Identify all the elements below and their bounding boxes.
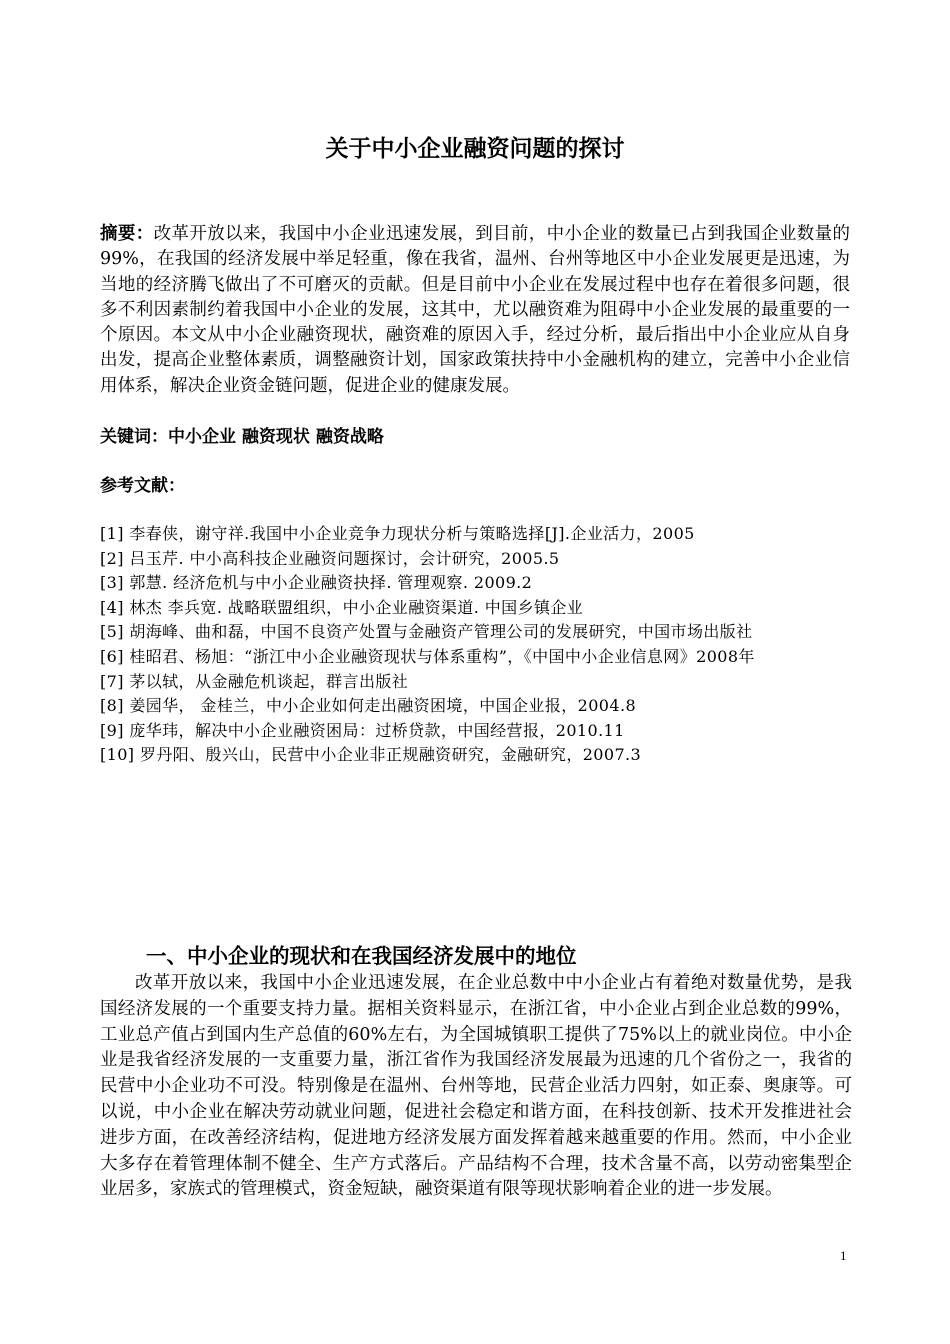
reference-item: [10] 罗丹阳、殷兴山，民营中小企业非正规融资研究，金融研究，2007.3 (100, 745, 642, 765)
page-number: 1 (840, 1248, 847, 1263)
abstract-paragraph (100, 222, 850, 399)
reference-item: [2] 吕玉芹. 中小高科技企业融资问题探讨，会计研究，2005.5 (100, 548, 560, 568)
abstract-label: 摘要： (100, 224, 154, 244)
reference-item: [6] 桂昭君、杨旭：“浙江中小企业融资现状与体系重构”，《中国中小企业信息网》2008年 (100, 646, 755, 666)
section-heading: 一、中小企业的现状和在我国经济发展中的地位 (146, 944, 577, 968)
references-heading: 参考文献： (100, 476, 185, 496)
reference-item: [8] 姜园华， 金桂兰，中小企业如何走出融资困境，中国企业报，2004.8 (100, 696, 637, 716)
reference-item: [9] 庞华玮，解决中小企业融资困局：过桥贷款，中国经营报，2010.11 (100, 720, 625, 740)
reference-item: [5] 胡海峰、曲和磊，中国不良资产处置与金融资产管理公司的发展研究，中国市场出版社 (100, 622, 753, 642)
reference-item: [1] 李春侠，谢守祥.我国中小企业竞争力现状分析与策略选择[J].企业活力，2005 (100, 524, 695, 543)
reference-list (100, 522, 870, 768)
keywords-line: 关键词：中小企业 融资现状 融资战略 (100, 427, 384, 447)
abstract-text: 改革开放以来，我国中小企业迅速发展，到目前，中小企业的数量已占到我国企业数量的99%，在我国的经济发展中举足轻重，像在我省，温州、台州等地区中小企业发展更是迅速，为当地的经济腾飞做出了不可磨灭的贡献。但是目前中小企业在发展过程中也存在着很多问题，很多不利因素制约着我国中小企业的发展，这其中，尤以融资难为阻碍中小企业发展的最重要的一个原因。本文从中小企业融资现状，融资难的原因入手，经过分析，最后指出中小企业应从自身出发，提高企业整体素质，调整融资计划，国家政策扶持中小金融机构的建立，完善中小企业信用体系，解决企业资金链问题，促进企业的健康发展。 (100, 224, 851, 396)
reference-item: [7] 茅以轼，从金融危机谈起，群言出版社 (100, 671, 409, 691)
reference-item: [4] 林杰 李兵宽. 战略联盟组织，中小企业融资渠道. 中国乡镇企业 (100, 597, 584, 617)
document-title: 关于中小企业融资问题的探讨 (325, 136, 625, 162)
section-body-paragraph: 改革开放以来，我国中小企业迅速发展，在企业总数中中小企业占有着绝对数量优势，是我国经济发展的一个重要支持力量。据相关资料显示，在浙江省，中小企业占到企业总数的99%，工业总产值占到国内生产总值的60%左右，为全国城镇职工提供了75%以上的就业岗位。中小企业是我省经济发展的一支重要力量，浙江省作为我国经济发展最为迅速的几个省份之一，我省的民营中小企业功不可没。特别像是在温州、台州等地，民营企业活力四射，如正泰、奥康等。可以说，中小企业在解决劳动就业问题，促进社会稳定和谐方面，在科技创新、技术开发推进社会进步方面，在改善经济结构，促进地方经济发展方面发挥着越来越重要的作用。然而，中小企业大多存在着管理体制不健全、生产方式落后。产品结构不合理，技术含量不高，以劳动密集型企业居多，家族式的管理模式，资金短缺，融资渠道有限等现状影响着企业的进一步发展。 (100, 973, 852, 1200)
reference-item: [3] 郭慧. 经济危机与中小企业融资抉择. 管理观察. 2009.2 (100, 573, 533, 593)
